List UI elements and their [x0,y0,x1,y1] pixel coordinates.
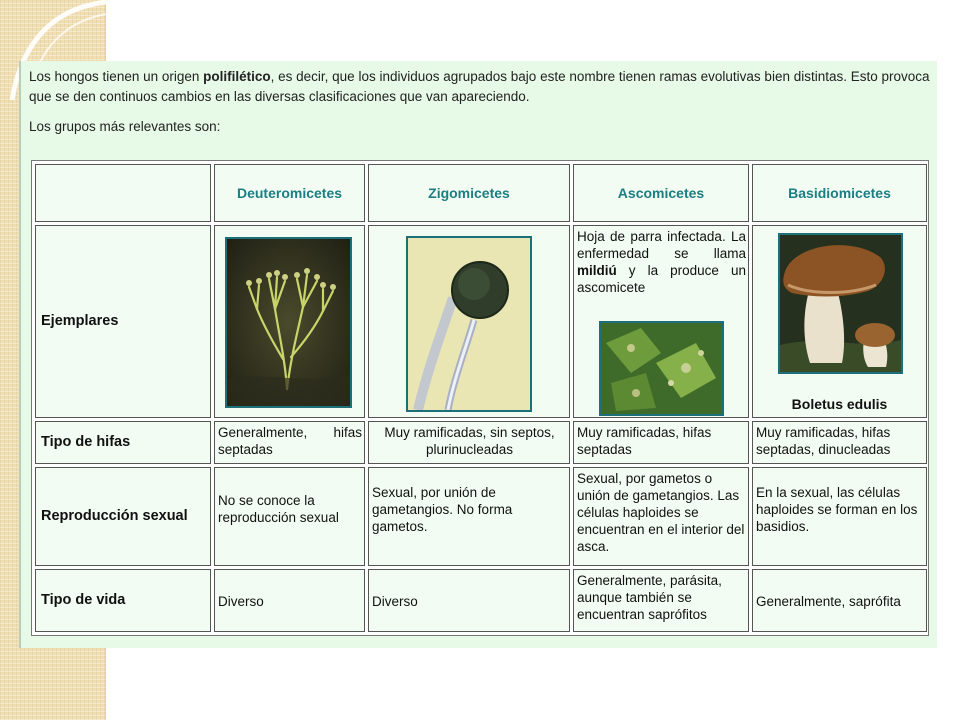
reproduccion-ascomicetes: Sexual, por gametos o unión de gametangios. Las células haploides se encuentran en el interior del asca. [573,467,749,566]
empty-corner-cell [35,164,211,222]
cell-ejemplar-basidiomicetes [752,225,927,418]
reproduccion-deuteromicetes [214,467,365,566]
boletus-caption: Boletus edulis [791,396,888,412]
hifas-ascomicetes: Muy ramificadas, hifas septadas [573,421,749,464]
ascomicetes-description [574,226,748,296]
content-panel [19,61,937,648]
vida-zigomicetes [368,569,570,632]
vida-basidiomicetes [752,569,927,632]
intro-text-part: , es decir, que los individuos agrupados bajo este nombre tienen ramas evolutivas bien distintas. Esto provoca que se den continuos cambios en las diversas clasificaciones que van apareciendo. [29,69,930,104]
hifas-deuteromicetes: Generalmente, hifas septadas [214,421,365,464]
groups-lead-text: Los grupos más relevantes son: [29,119,221,134]
zigomicetes-photo [406,236,532,412]
reproduccion-basidiomicetes-text: En la sexual, las células haploides se forman en los basidios. [756,485,918,534]
vida-basidiomicetes-text: Generalmente, saprófita [756,594,901,609]
vida-ascomicetes: Generalmente, parásita, aunque también se encuentran saprófitos [573,569,749,632]
reproduccion-deuteromicetes-text: No se conoce la reproducción sexual [218,493,339,525]
hifas-basidiomicetes: Muy ramificadas, hifas septadas, dinucleadas [752,421,927,464]
row-label-hifas: Tipo de hifas [35,421,211,464]
reproduccion-basidiomicetes [752,467,927,566]
cell-ejemplar-zigomicetes [368,225,570,418]
intro-text [29,67,934,137]
header-zigomicetes: Zigomicetes [368,164,570,222]
row-label-reproduccion: Reproducción sexual [35,467,211,566]
header-ascomicetes: Ascomicetes [573,164,749,222]
header-deuteromicetes: Deuteromicetes [214,164,365,222]
hifas-zigomicetes: Muy ramificadas, sin septos, plurinucleadas [368,421,570,464]
boletus-photo [778,233,903,374]
mildiu-term: mildiú [577,263,617,278]
cell-ejemplar-deuteromicetes [214,225,365,418]
ascomicetes-description-text: y la produce un ascomicete [577,263,746,295]
vida-deuteromicetes-text: Diverso [218,594,264,609]
intro-paragraph [29,67,934,107]
header-basidiomicetes: Basidiomicetes [752,164,927,222]
ascomicetes-description-text: Hoja de parra infectada. La enfermedad se llama [577,229,746,261]
intro-bold-term: polifilético [203,69,271,84]
fungi-groups-table [31,160,929,636]
vida-deuteromicetes [214,569,365,632]
reproduccion-zigomicetes [368,467,570,566]
deuteromicetes-photo [225,237,352,408]
cell-ejemplar-ascomicetes [573,225,749,418]
intro-text-part: Los hongos tienen un origen [29,69,204,84]
vida-zigomicetes-text: Diverso [372,594,418,609]
row-label-ejemplares: Ejemplares [35,225,211,418]
reproduccion-zigomicetes-text: Sexual, por unión de gametangios. No forma gametos. [372,485,513,534]
row-label-vida: Tipo de vida [35,569,211,632]
ascomicetes-photo [599,321,724,416]
